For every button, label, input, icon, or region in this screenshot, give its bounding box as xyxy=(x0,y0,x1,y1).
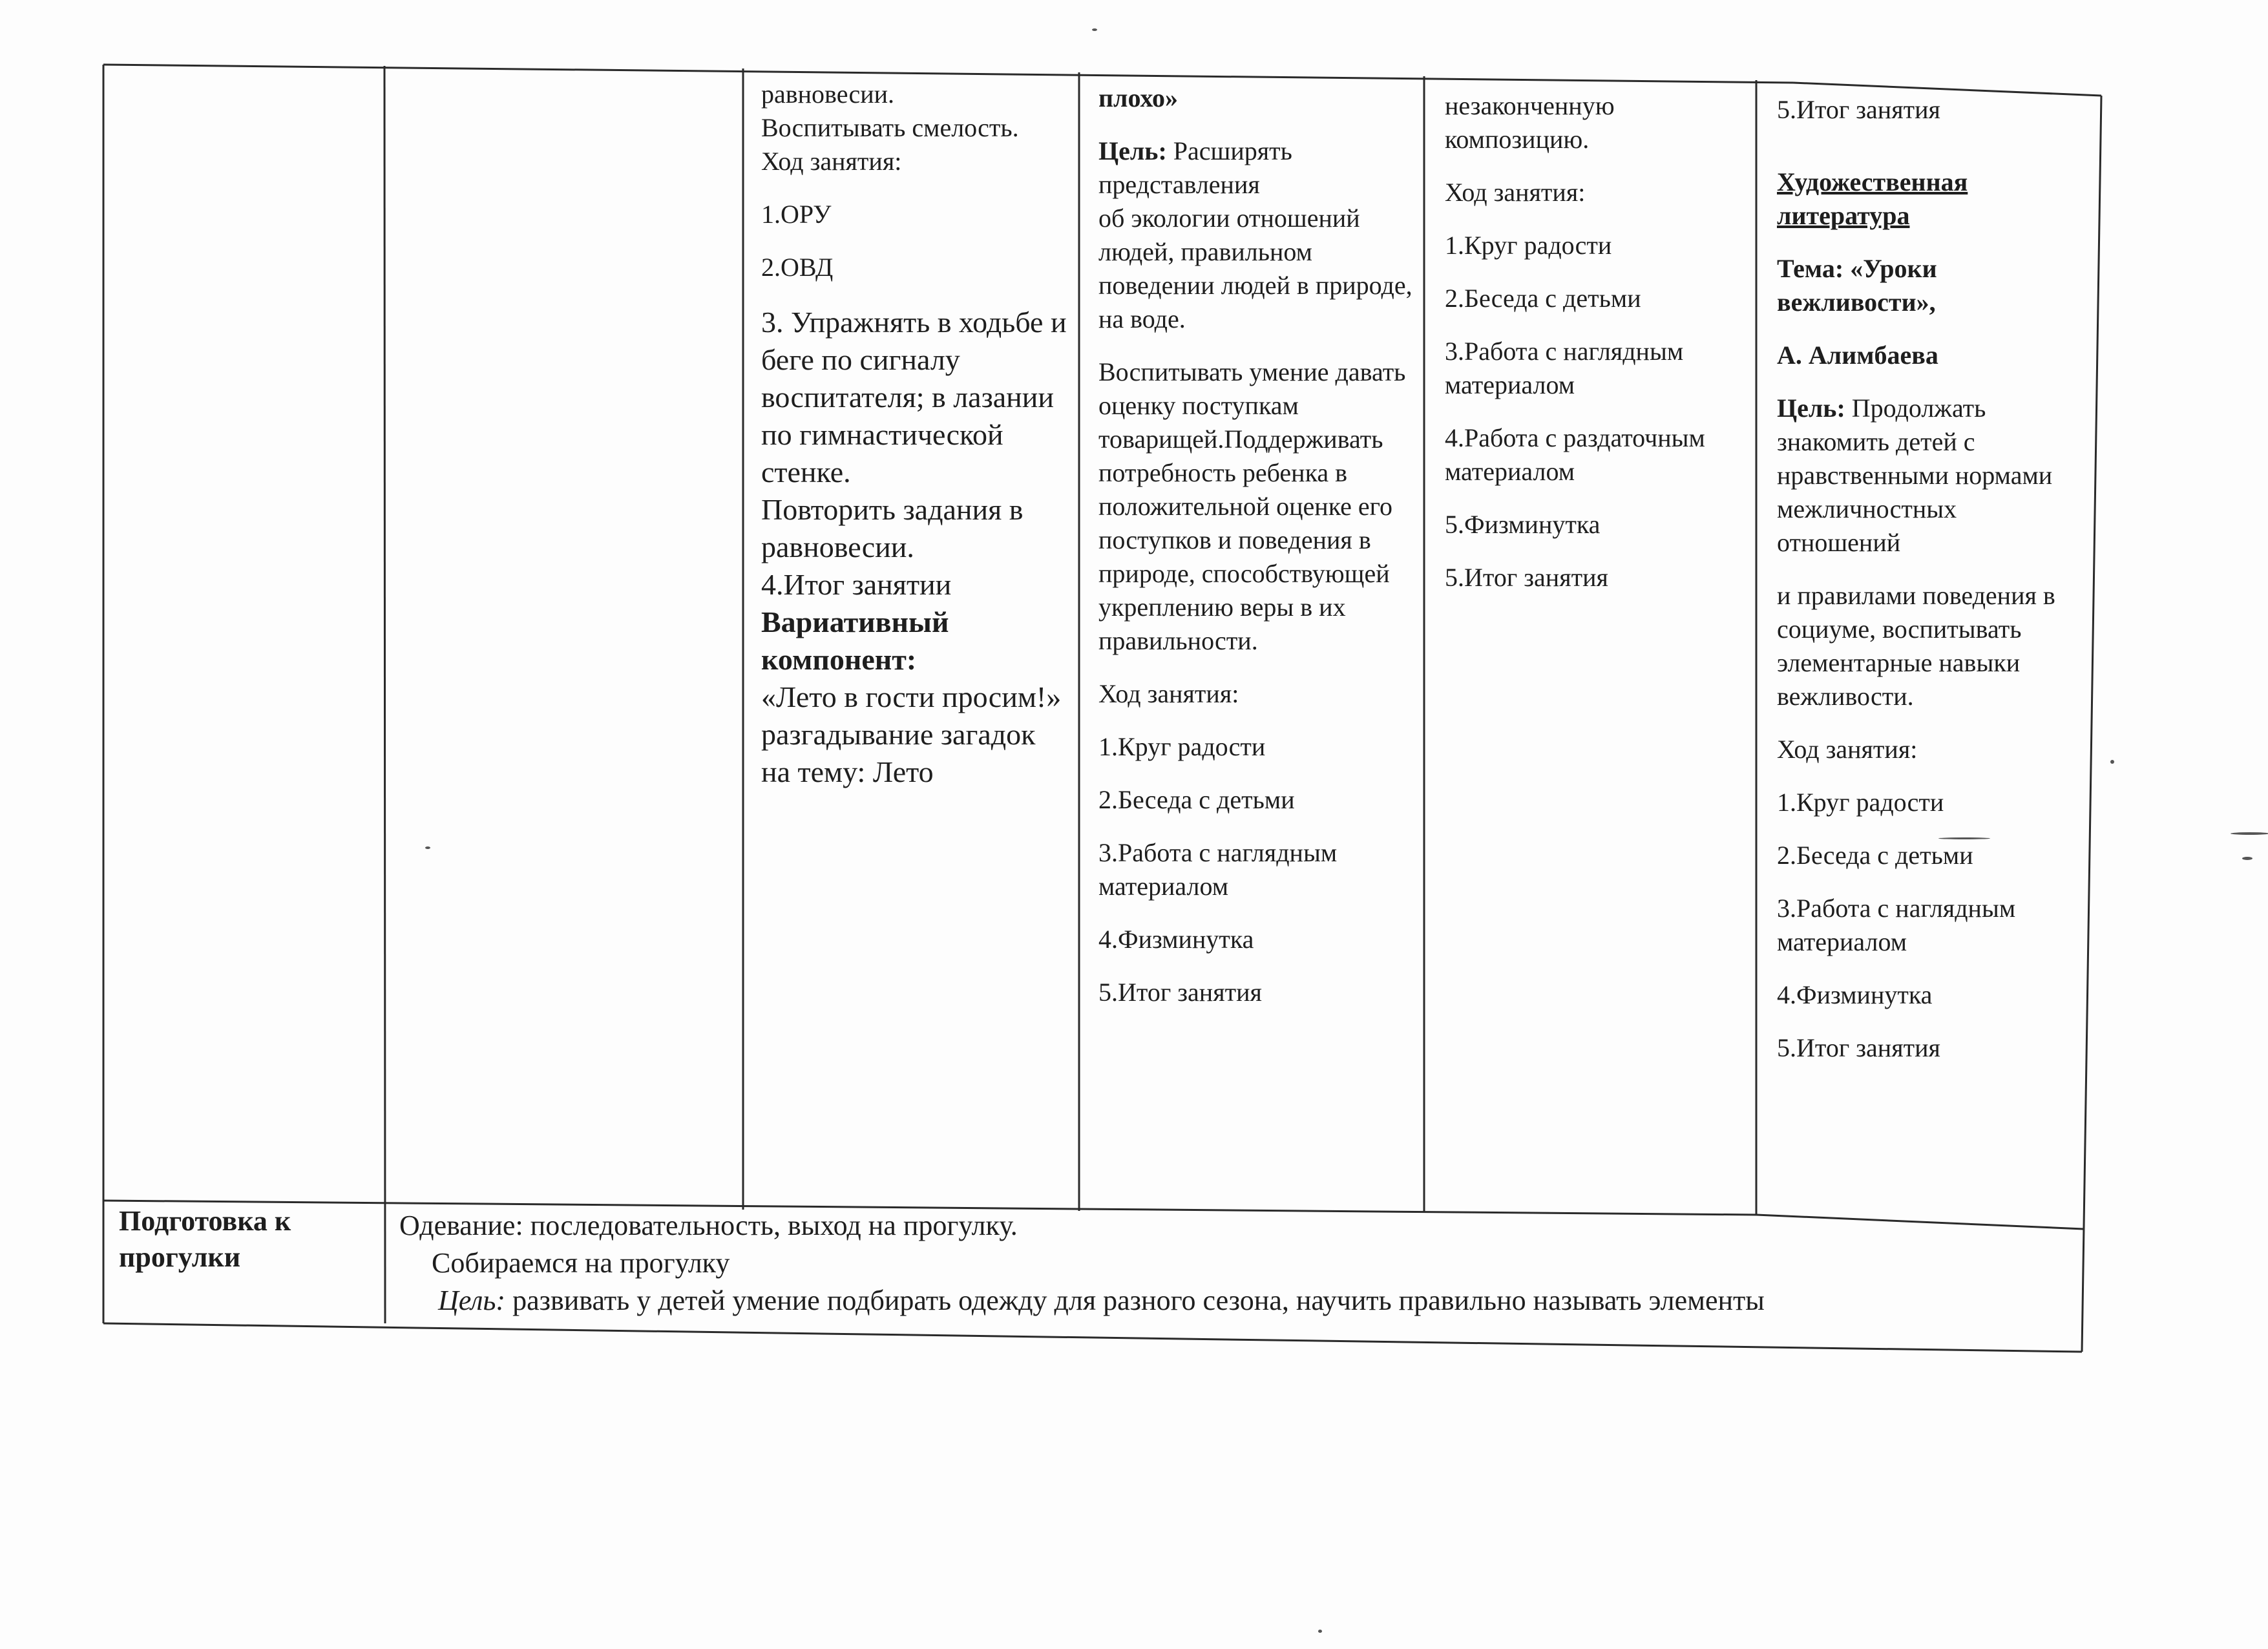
step-item: 2.Беседа с детьми xyxy=(1098,785,1295,814)
row-label-walk-prep: Подготовка к прогулки xyxy=(119,1205,291,1273)
cell-literature xyxy=(1777,93,2081,1084)
course-heading: Ход занятия: xyxy=(1777,735,1918,764)
goal-label: Цель: xyxy=(1098,136,1167,165)
dressing-line: Одевание: последовательность, выход на прогулку. xyxy=(399,1210,1018,1241)
goal-text: Продолжать знакомить детей с нравственными нормами межличностных отношений xyxy=(1777,394,2053,557)
variative-description: разгадывание загадок на тему: Лето xyxy=(761,718,1036,788)
scan-speck xyxy=(1318,1630,1322,1633)
scan-speck xyxy=(2231,832,2268,835)
scan-speck xyxy=(1938,837,1990,839)
cell-physical-education xyxy=(761,78,1071,791)
author-name: А. Алимбаева xyxy=(1777,341,1938,370)
step-item: 4.Работа с раздаточным материалом xyxy=(1445,423,1705,486)
course-heading: Ход занятия: xyxy=(1098,679,1239,708)
text-line: равновесии. xyxy=(761,79,895,109)
text-line: незаконченную композицию. xyxy=(1445,91,1615,154)
topic-title: Тема: «Уроки вежливости», xyxy=(1777,254,1937,317)
variative-name: «Лето в гости просим!» xyxy=(761,680,1062,713)
walk-line: Собираемся на прогулку xyxy=(432,1247,730,1279)
scan-speck xyxy=(425,846,430,849)
step-item: 1.ОРУ xyxy=(761,200,832,229)
course-heading: Ход занятия: xyxy=(761,147,902,176)
course-heading: Ход занятия: xyxy=(1445,178,1586,207)
step-item: 4.Физминутка xyxy=(1098,925,1254,954)
step-item: 5.Итог занятия xyxy=(1098,978,1262,1007)
variative-title: Вариативный компонент: xyxy=(761,605,949,676)
step-item: 1.Круг радости xyxy=(1777,788,1944,817)
goal-paragraph xyxy=(1098,134,1422,336)
cell-ecology xyxy=(1098,81,1422,1029)
step-item: 2.Беседа с детьми xyxy=(1777,841,1973,870)
goal-line xyxy=(399,1282,2066,1319)
education-goal: Воспитывать умение давать оценку поступкам товарищей.Поддерживать потребность ребенка в положительной оценке его поступков и поведения в природе, способствующей укреплению веры в их правильности. xyxy=(1098,357,1406,655)
step-item: 3.Работа с наглядным материалом xyxy=(1777,894,2016,956)
step-item: 1.Круг радости xyxy=(1445,231,1612,260)
text-line: 5.Итог занятия xyxy=(1777,95,1940,124)
step-item: 3.Работа с наглядным материалом xyxy=(1098,838,1338,901)
step-item: 4.Физминутка xyxy=(1777,980,1933,1009)
scan-speck xyxy=(2242,857,2252,860)
step-item: 3.Работа с наглядным материалом xyxy=(1445,337,1684,399)
scan-speck xyxy=(2110,760,2114,764)
step-item: 5.Итог занятия xyxy=(1445,563,1608,592)
step-item: 2.ОВД xyxy=(761,253,834,282)
subject-title: Художественная литература xyxy=(1777,167,1968,230)
cell-art xyxy=(1445,89,1742,614)
goal-text: развивать у детей умение подбирать одежду для разного сезона, научить правильно называть элементы xyxy=(512,1285,1765,1316)
step-item: 4.Итог занятии xyxy=(761,568,952,601)
goal-label: Цель: xyxy=(438,1285,506,1316)
goal-label: Цель: xyxy=(1777,394,1845,423)
step-item: 5.Физминутка xyxy=(1445,510,1601,539)
goal-text-continued: об экологии отношений людей, правильном поведении людей в природе, на воде. xyxy=(1098,204,1412,333)
step-item: 5.Итог занятия xyxy=(1777,1033,1940,1062)
step-item: 3. Упражнять в ходьбе и беге по сигналу воспитателя; в лазании по гимнастической стенке. xyxy=(761,306,1067,488)
scan-speck xyxy=(1092,28,1097,31)
step-item: 1.Круг радости xyxy=(1098,732,1266,761)
text-line: Воспитывать смелость. xyxy=(761,113,1019,142)
goal-paragraph xyxy=(1777,392,2081,560)
goal-text-continued: и правилами поведения в социуме, воспитывать элементарные навыки вежливости. xyxy=(1777,581,2055,711)
walk-prep-content xyxy=(399,1207,2066,1319)
topic-tail: плохо» xyxy=(1098,83,1178,112)
step-item: 2.Беседа с детьми xyxy=(1445,284,1641,313)
step-item: Повторить задания в равновесии. xyxy=(761,493,1024,563)
goal-text: Расширять представления xyxy=(1098,136,1292,199)
